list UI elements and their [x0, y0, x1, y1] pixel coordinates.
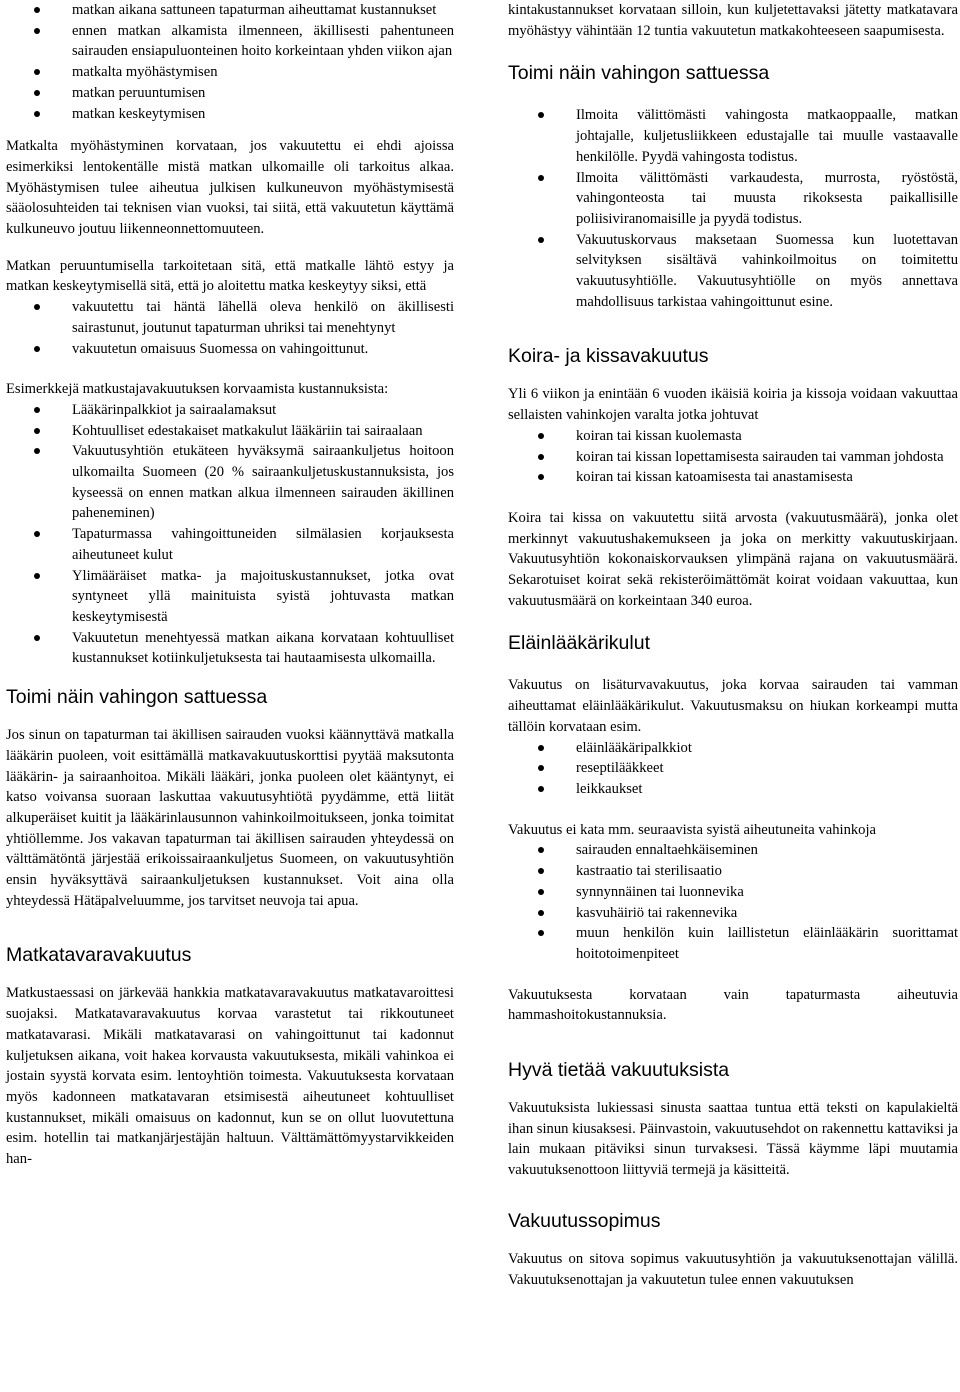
- list-item: kastraatio tai sterilisaatio: [508, 861, 958, 882]
- bullet-list-pet-risks: [508, 426, 958, 488]
- list-item: leikkaukset: [508, 779, 958, 800]
- section-heading: Hyvä tietää vakuutuksista: [508, 1059, 730, 1082]
- paragraph-good-to-know: Vakuutuksista lukiessasi sinusta saattaa tuntua että teksti on kapulakieltä ihan sinun kiusaksesi. Päinvastoin, vakuutusehdot on rakennettu kattaviksi ja lain mukaan pitäviksi sinun turvaksesi. Tässä käymme läpi muutamia vakuutuksenottoon liittyviä termejä ja käsitteitä.: [508, 1100, 958, 1179]
- list-item: reseptilääkkeet: [508, 758, 958, 779]
- list-item: sairauden ennaltaehkäiseminen: [508, 840, 958, 861]
- list-item: synnynnäinen tai luonnevika: [508, 882, 958, 903]
- paragraph-claims: Jos sinun on tapaturman tai äkillisen sairauden vuoksi käännyttävä matkalla lääkärin puoleen, voit esittämällä matkavakuutuskorttisi pyytää maksutonta lääkärin- ja sairaanhoitoa. Mikäli lääkäri, jonka puoleen olet kääntynyt, ei katso voivansa suoraan laskuttaa vakuutusyhtiötä pyydämme, että liität alkuperäiset kuitit ja lääkärinlausunnon vahinkoilmoitukseen, jonka toimitat yhtiöllemme. Jos vakavan tapaturman tai äkillisen sairauden yhteydessä on välttämätöntä järjestää erikoissairaankuljetus Suomeen, on vakuutusyhtiön ensin hyväksyttävä sairaankuljetuksen kustannukset. Voit aina olla yhteydessä Hätäpalveluumme, jos tarvitset neuvoja tai apua.: [6, 727, 454, 909]
- bullet-list-examples: [6, 400, 454, 669]
- list-item: matkan keskeytymisen: [6, 104, 454, 125]
- section-heading: Eläinlääkärikulut: [508, 632, 650, 655]
- list-item: Vakuutetun menehtyessä matkan aikana korvataan kohtuulliset kustannukset kotiinkuljetuksesta tai hautaamisesta ulkomailla.: [6, 628, 454, 669]
- paragraph-luggage-continued: kintakustannukset korvataan silloin, kun kuljetettavaksi jätetty matkatavara myöhästyy vähintään 12 tuntia vakuutetun matkakohteeseen saapumisesta.: [508, 2, 958, 39]
- bullet-list-cancellation-reasons: [6, 297, 454, 359]
- list-item: koiran tai kissan katoamisesta tai anastamisesta: [508, 467, 958, 488]
- paragraph-delay: Matkalta myöhästyminen korvataan, jos vakuutettu ei ehdi ajoissa esimerkiksi lentokentälle mistä matkan ulkomaille oli tarkoitus alkaa. Myöhästymisen tulee aiheutua julkisen kulkuneuvon myöhästymisestä sääolosuhteiden tai teknisen vian vuoksi, tai siitä, että vakuutetun käyttämä kulkuneuvo joutuu liikenneonnettomuuteen.: [6, 138, 454, 238]
- section-heading: Toimi näin vahingon sattuessa: [508, 62, 770, 85]
- list-item: vakuutettu tai häntä lähellä oleva henkilö on äkillisesti sairastunut, joutunut tapaturman uhriksi tai menehtynyt: [6, 297, 454, 338]
- paragraph-luggage: Matkustaessasi on järkevää hankkia matkatavaravakuutus matkatavaroittesi suojaksi. Matkatavaravakuutus korvaa varastetut tai rikkoutuneet matkatavarasi. Mikäli matkatavarasi on vahingoittunut tai kadonnut kuljetuksen aikana, voit hakea korvausta vakuutuksesta, mikäli vahinkoa ei jostain syystä korvata esim. lentoyhtiön toimesta. Vakuutuksesta korvataan myös kadonneen matkatavaran etsimisestä aiheutuneet kohtuulliset kustannukset, mikäli omaisuus on kadonnut, kun se on ollut luovutettuna esim. hotellin tai matkanjärjestäjän haltuun. Välttämättömyystarvikkeiden han-: [6, 985, 454, 1168]
- list-item: Vakuutuskorvaus maksetaan Suomessa kun luotettavan selvityksen sisältävä vahinkoilmoitus on toimitettu vakuutusyhtiölle. Vakuutusyhtiölle on myös annettava mahdollisuus tarkistaa vahingoittunut esine.: [508, 230, 958, 313]
- list-item: matkan peruuntumisen: [6, 83, 454, 104]
- paragraph-vet-costs: Vakuutus on lisäturvavakuutus, joka korvaa sairauden tai vamman aiheuttamat eläinlääkärikulut. Vakuutusmaksu on hiukan korkeampi mutta tällöin korvataan esim.: [508, 677, 958, 735]
- paragraph-pet-insurance: Yli 6 viikon ja enintään 6 vuoden ikäisiä koiria ja kissoja voidaan vakuuttaa sellaisten vahinkojen varalta jotka johtuvat: [508, 386, 958, 424]
- paragraph-pet-sum: Koira tai kissa on vakuutettu siitä arvosta (vakuutusmäärä), jonka olet merkinnyt vakuutushakemukseen ja joka on merkitty vakuutuskirjaan. Vakuutusyhtiön kokonaiskorvauksen ylimpänä rajana on vakuutusmäärä. Sekarotuiset koirat sekä rekisteröimättömät koirat voidaan vakuuttaa, kun vakuutusmäärä on korkeintaan 340 euroa.: [508, 509, 958, 609]
- list-item: Kohtuulliset edestakaiset matkakulut lääkäriin tai sairaalaan: [6, 421, 454, 442]
- list-item: Ilmoita välittömästi vahingosta matkaoppaalle, matkan johtajalle, kuljetusliikkeen edustajalle tai muulle vastaavalle henkilölle. Pyydä vahingosta todistus.: [508, 105, 958, 167]
- list-item: kasvuhäiriö tai rakennevika: [508, 903, 958, 924]
- list-item: Lääkärinpalkkiot ja sairaalamaksut: [6, 400, 454, 421]
- bullet-list-vet-excluded: [508, 840, 958, 964]
- paragraph-examples: Esimerkkejä matkustajavakuutuksen korvaamista kustannuksista:: [6, 381, 389, 398]
- right-column: [508, 0, 958, 1290]
- list-item: ennen matkan alkamista ilmenneen, äkillisesti pahentuneen sairauden ensiapuluonteinen hoito korkeintaan yhden viikon ajan: [6, 21, 454, 62]
- section-heading: Vakuutussopimus: [508, 1209, 661, 1232]
- bullet-list-covered-items: [6, 0, 454, 124]
- list-item: koiran tai kissan kuolemasta: [508, 426, 958, 447]
- list-item: matkalta myöhästymisen: [6, 62, 454, 83]
- bullet-list-vet-covered: [508, 738, 958, 800]
- list-item: vakuutetun omaisuus Suomessa on vahingoittunut.: [6, 339, 454, 360]
- section-heading: Koira- ja kissavakuutus: [508, 345, 709, 368]
- paragraph-cancellation: Matkan peruuntumisella tarkoitetaan sitä, että matkalle lähtö estyy ja matkan keskeytymisellä sitä, että jo aloitettu matka keskeytyy siksi, että: [6, 257, 454, 295]
- list-item: Ylimääräiset matka- ja majoituskustannukset, jotka ovat syntyneet yllä mainituista syistä johtuvasta matkan keskeytymisestä: [6, 566, 454, 628]
- paragraph-dental: Vakuutuksesta korvataan vain tapaturmasta aiheutuvia hammashoitokustannuksia.: [508, 986, 958, 1024]
- bullet-list-claim-steps: [508, 105, 958, 312]
- paragraph-vet-exclusions: Vakuutus ei kata mm. seuraavista syistä aiheutuneita vahinkoja: [508, 821, 876, 838]
- list-item: koiran tai kissan lopettamisesta sairauden tai vamman johdosta: [508, 447, 958, 468]
- left-column: [6, 0, 454, 1170]
- section-heading: Toimi näin vahingon sattuessa: [6, 686, 268, 709]
- paragraph-contract: Vakuutus on sitova sopimus vakuutusyhtiön ja vakuutuksenottajan välillä. Vakuutuksenottajan ja vakuutetun tulee ennen vakuutuksen: [508, 1250, 958, 1288]
- list-item: Vakuutusyhtiön etukäteen hyväksymä sairaankuljetus hoitoon ulkomailta Suomeen (20 % sairaankuljetuskustannuksista, jos kyseessä on ennen matkan alkua ilmenneen sairauden äkillinen paheneminen): [6, 441, 454, 524]
- list-item: Ilmoita välittömästi varkaudesta, murrosta, ryöstöstä, vahingonteosta tai muusta rikoksesta paikallisille poliisiviranomaisille ja pyydä todistus.: [508, 168, 958, 230]
- list-item: Tapaturmassa vahingoittuneiden silmälasien korjauksesta aiheutuneet kulut: [6, 524, 454, 565]
- section-heading: Matkatavaravakuutus: [6, 944, 192, 967]
- list-item: matkan aikana sattuneen tapaturman aiheuttamat kustannukset: [6, 0, 454, 21]
- list-item: eläinlääkäripalkkiot: [508, 738, 958, 759]
- list-item: muun henkilön kuin laillistetun eläinlääkärin suorittamat hoitotoimenpiteet: [508, 923, 958, 964]
